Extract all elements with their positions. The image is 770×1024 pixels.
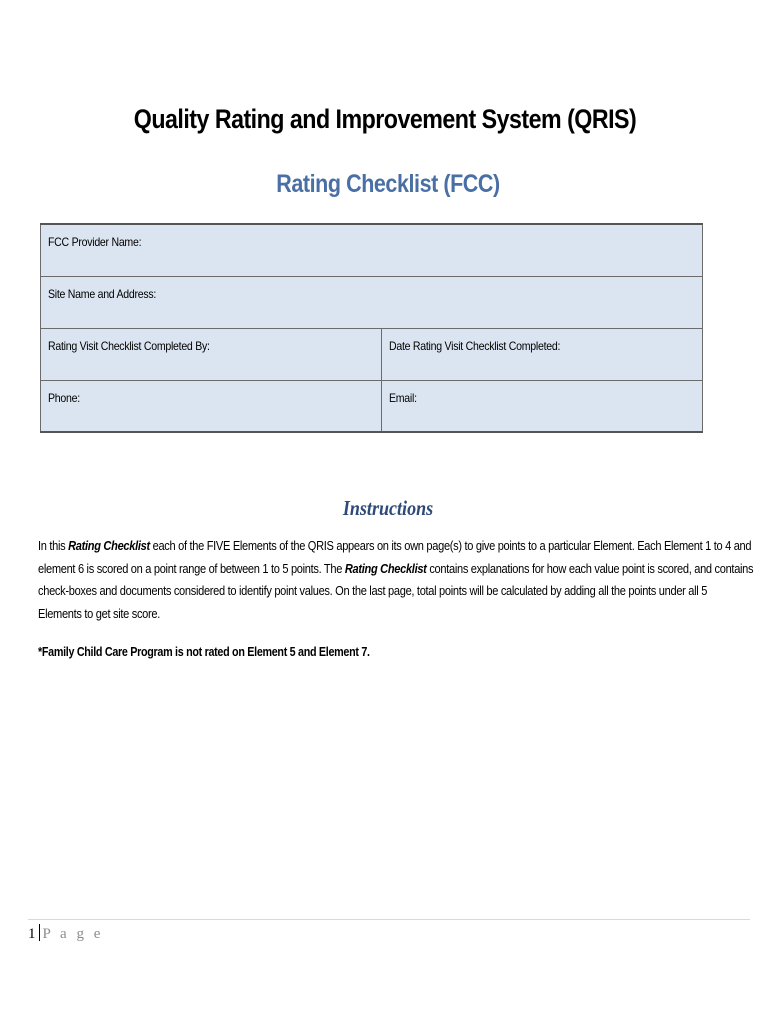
- footer-divider: [28, 919, 750, 920]
- phone-label: Phone:: [48, 390, 80, 405]
- instructions-paragraph: [38, 535, 754, 625]
- completed-by-label: Rating Visit Checklist Completed By:: [48, 338, 210, 353]
- instructions-heading: Instructions: [342, 496, 434, 520]
- instructions-line: [38, 535, 752, 558]
- table-row: [41, 276, 703, 328]
- page-number: 1: [28, 926, 36, 942]
- phone-field[interactable]: [41, 380, 382, 432]
- footer-separator: [39, 924, 40, 941]
- provider-name-label: FCC Provider Name:: [48, 235, 142, 249]
- email-label: Email:: [389, 390, 417, 405]
- emphasis-text: Rating Checklist: [344, 561, 427, 576]
- date-completed-label: Date Rating Visit Checklist Completed:: [389, 338, 561, 353]
- provider-info-table: [40, 223, 703, 433]
- text-run: each of the FIVE Elements of the QRIS appears on its own page(s) to give points to a particular Element. Each Element 1 to 4 and: [149, 539, 752, 553]
- text-run: In this: [38, 539, 69, 553]
- date-completed-field[interactable]: [382, 328, 703, 380]
- text-run: element 6 is scored on a point range of between 1 to 5 points. The: [38, 561, 345, 576]
- instructions-line: check-boxes and documents considered to identify point values. On the last page, total points will be calculated by adding all the points under all 5: [38, 584, 708, 598]
- element-note: *Family Child Care Program is not rated on Element 5 and Element 7.: [38, 645, 370, 659]
- table-row: [41, 328, 703, 380]
- text-run: contains explanations for how each value point is scored, and contains: [426, 561, 754, 576]
- site-address-label: Site Name and Address:: [48, 286, 157, 301]
- document-title: Quality Rating and Improvement System (QRIS): [133, 104, 637, 134]
- page-label: P a g e: [42, 926, 104, 942]
- site-address-field[interactable]: [41, 276, 703, 328]
- emphasis-text: Rating Checklist: [68, 539, 150, 553]
- completed-by-field[interactable]: [41, 328, 382, 380]
- page-footer: [28, 924, 103, 943]
- provider-name-field[interactable]: [41, 224, 703, 276]
- email-field[interactable]: [382, 380, 703, 432]
- instructions-line: Elements to get site score.: [38, 606, 160, 621]
- document-subtitle: Rating Checklist (FCC): [276, 170, 500, 198]
- table-row: [41, 224, 703, 276]
- table-row: [41, 380, 703, 432]
- instructions-line: [38, 558, 754, 581]
